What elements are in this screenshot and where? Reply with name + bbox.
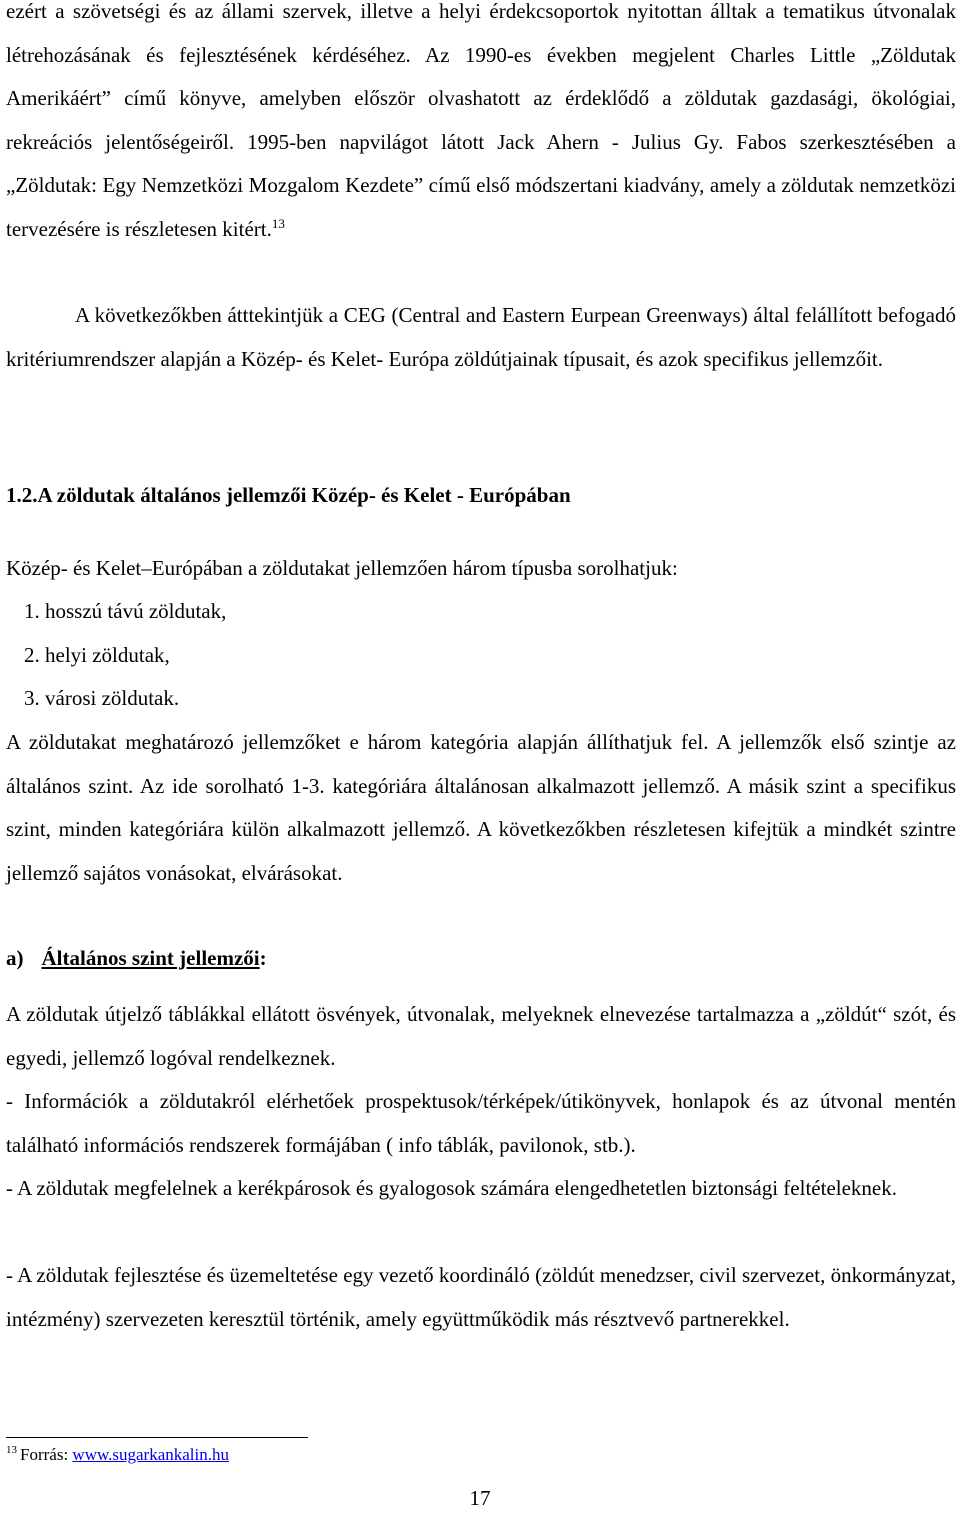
subsection-heading xyxy=(6,937,956,981)
list-item: 3. városi zöldutak. xyxy=(24,686,180,710)
footnote-number: 13 xyxy=(6,1444,17,1457)
ceg-paragraph: A következőkben átttekintjük a CEG (Central and Eastern Eurpean Greenways) által felállított befogadó kritériumrendszer alapján a Közép- és Kelet- Európa zöldútjainak típusait, és azok specifikus jellemzőit. xyxy=(6,303,956,371)
footnote-reference[interactable]: 13 xyxy=(271,215,285,231)
footnote-label: Forrás: xyxy=(20,1445,69,1464)
list-item: 1. hosszú távú zöldutak, xyxy=(24,599,227,623)
footnote-separator xyxy=(6,1437,308,1438)
intro-text: ezért a szövetségi és az állami szervek, illetve a helyi érdekcsoportok nyitottan álltak a tematikus útvonalak létrehozásának és fejlesztésének kérdéséhez. Az 1990-es években megjelent Charles Little „Zöldutak Amerikáért” című könyve, amelyben először olvashatott az érdeklődő a zöldutak gazdasági, ökológiai, rekreációs jelentőségeiről. 1995-ben napvilágot látott Jack Ahern - Julius Gy. Fabos szerkesztésében a „Zöldutak: Egy Nemzetközi Mozgalom Kezdete” című első módszertani kiadvány, amely a zöldutak nemzetközi tervezésére is részletesen kitért. xyxy=(6,0,956,241)
general-item: A zöldutak útjelző táblákkal ellátott ösvények, útvonalak, melyeknek elnevezése tartalmazza a „zöldút“ szót, és egyedi, jellemző logóval rendelkeznek. xyxy=(6,1002,956,1070)
general-item: - A zöldutak fejlesztése és üzemeltetése egy vezető koordináló (zöldút menedzser, civil szervezet, önkormányzat, intézmény) szervezeten keresztül történik, amely együttműködik más résztvevő partnerekkel. xyxy=(6,1263,956,1331)
footnote xyxy=(6,1440,229,1470)
intro-paragraph xyxy=(6,0,956,251)
list-item: 2. helyi zöldutak, xyxy=(24,643,170,667)
section-intro: Közép- és Kelet–Európában a zöldutakat jellemzően három típusba sorolhatjuk: xyxy=(6,556,678,580)
footnote-link[interactable]: www.sugarkankalin.hu xyxy=(72,1445,230,1464)
criteria-paragraph: A zöldutakat meghatározó jellemzőket e három kategória alapján állíthatjuk fel. A jellemzők első szintje az általános szint. Az ide sorolható 1-3. kategóriára általánosan alkalmazott jellemző. A másik szint a specifikus szint, minden kategóriára külön alkalmazott jellemző. A következőkben részletesen kifejtük a mindkét szintre jellemző sajátos vonásokat, elvárásokat. xyxy=(6,730,956,885)
subsection-title: Általános szint jellemzői xyxy=(41,946,260,970)
general-item: - Információk a zöldutakról elérhetőek prospektusok/térképek/útikönyvek, honlapok és az útvonal mentén található információs rendszerek formájában ( info táblák, pavilonok, stb.). xyxy=(6,1089,956,1157)
general-item: - A zöldutak megfelelnek a kerékpárosok és gyalogosok számára elengedhetetlen biztonsági feltételeknek. xyxy=(6,1176,897,1200)
subsection-colon: : xyxy=(259,946,267,970)
subsection-marker: a) xyxy=(6,946,24,970)
page-number: 17 xyxy=(469,1486,491,1510)
section-heading: 1.2.A zöldutak általános jellemzői Közép- és Kelet - Európában xyxy=(6,483,571,507)
